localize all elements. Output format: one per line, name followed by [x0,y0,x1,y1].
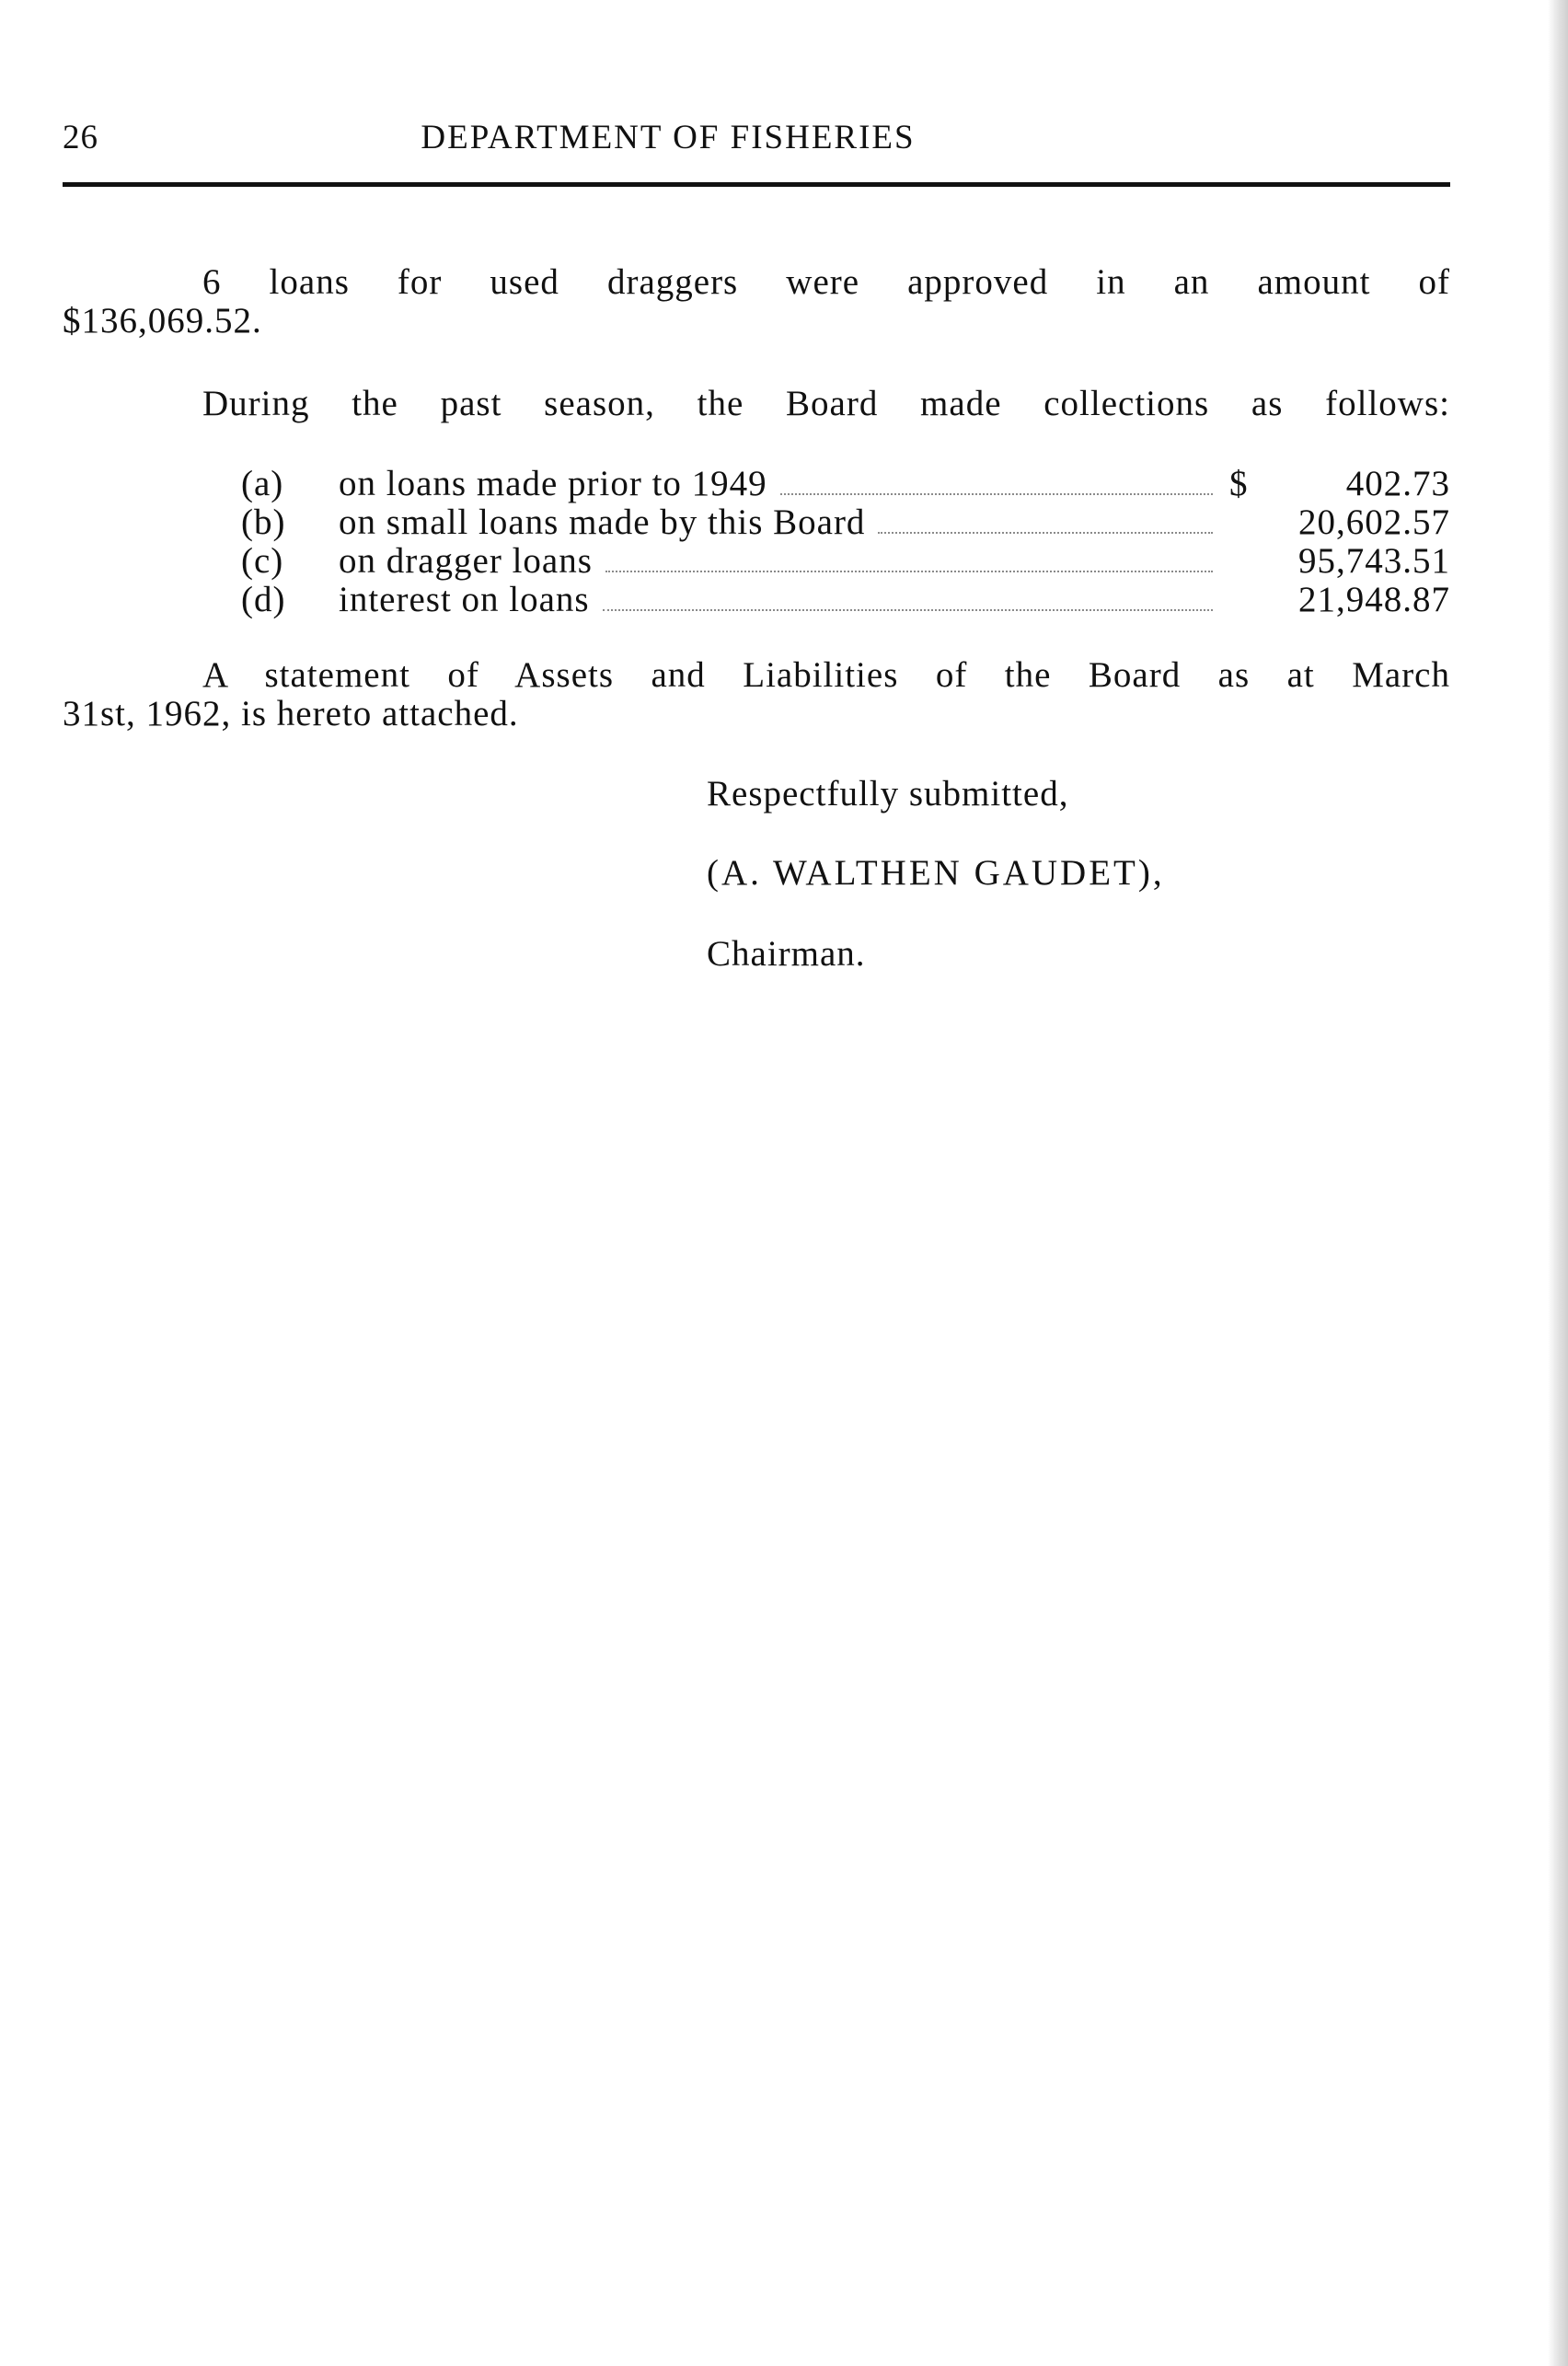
list-item [241,463,1450,502]
paragraph-line: During the past season, the Board made collections as follows: [202,384,1450,423]
item-letter: (c) [241,541,284,581]
list-item [241,579,1450,617]
paragraph-statement [63,656,1450,733]
item-amount: 95,743.51 [1298,541,1450,581]
paragraph-line: A statement of Assets and Liabilities of the Board as at March [202,655,1450,695]
paragraph-line: 6 loans for used draggers were approved in an amount of [202,262,1450,302]
running-head: DEPARTMENT OF FISHERIES [421,119,916,156]
list-item [241,502,1450,540]
signature-name: (A. WALTHEN GAUDET), [707,853,1165,893]
paragraph-loans-approved [63,263,1450,340]
dot-leader [878,531,1213,534]
item-letter: (a) [241,464,284,503]
item-amount: 20,602.57 [1298,502,1450,542]
header-rule [63,182,1450,187]
item-description: on loans made prior to 1949 [339,464,767,503]
dot-leader [780,492,1213,495]
page-header [63,110,1450,166]
item-letter: (d) [241,580,286,619]
paragraph-line: 31st, 1962, is hereto attached. [63,694,519,733]
page-edge-shadow [1548,0,1568,2366]
item-description: interest on loans [339,580,590,619]
item-description: on small loans made by this Board [339,502,866,542]
dot-leader [603,608,1213,611]
signature-closing: Respectfully submitted, [707,774,1069,814]
item-amount: 21,948.87 [1298,580,1450,619]
item-letter: (b) [241,502,286,542]
item-currency: $ [1229,464,1249,503]
paragraph-line: $136,069.52. [63,301,262,340]
paragraph-collections-intro [63,385,1450,423]
signature-title: Chairman. [707,934,866,974]
page-number: 26 [63,119,98,156]
collections-list [241,463,1450,617]
item-amount: 402.73 [1345,464,1450,503]
dot-leader [605,570,1213,572]
item-description: on dragger loans [339,541,593,581]
list-item [241,540,1450,579]
